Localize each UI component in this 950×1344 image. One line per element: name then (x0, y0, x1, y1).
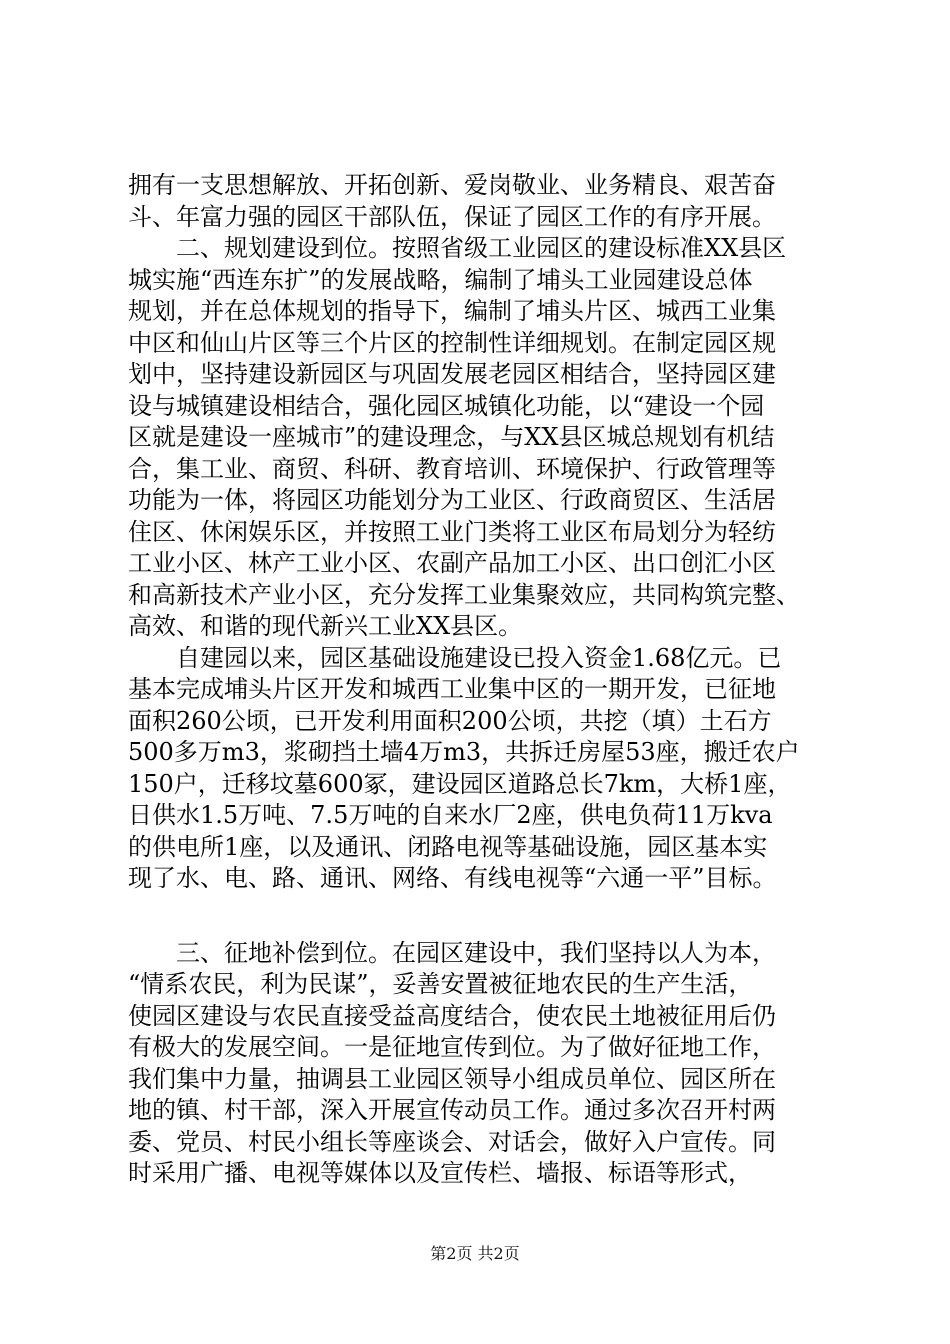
paragraph-planning (128, 233, 858, 643)
text-line: 地的镇、村干部，深入开展宣传动员工作。通过多次召开村两 (128, 1096, 776, 1124)
text-line: 中区和仙山片区等三个片区的控制性详细规划。在制定园区规 (128, 328, 776, 357)
text-line: 的供电所1座，以及通讯、闭路电视等基础设施，园区基本实 (128, 832, 768, 861)
text-line: 现了水、电、路、通讯、网络、有线电视等“六通一平”目标。 (128, 864, 777, 892)
paragraph-infrastructure (128, 643, 858, 895)
document-body (128, 170, 858, 1190)
text-line: 划中，坚持建设新园区与巩固发展老园区相结合，坚持园区建 (128, 360, 776, 388)
text-line: 规划，并在总体规划的指导下，编制了埔头片区、城西工业集 (128, 297, 776, 325)
text-line: 我们集中力量，抽调县工业园区领导小组成员单位、园区所在 (128, 1064, 776, 1093)
text-line: 使园区建设与农民直接受益高度结合，使农民土地被征用后仍 (128, 1001, 776, 1030)
text-line: 区就是建设一座城市”的建设理念，与XX县区城总规划有机结 (128, 423, 775, 451)
text-line: 150户，迁移坟墓600冢，建设园区道路总长7km，大桥1座， (128, 769, 792, 798)
page-number-label: 第2页 共2页 (430, 1244, 520, 1263)
page-footer (0, 1244, 950, 1264)
text-line: 二、规划建设到位。按照省级工业园区的建设标准XX县区 (128, 234, 787, 262)
text-line: “情系农民，利为民谋”，妥善安置被征地农民的生产生活， (128, 970, 753, 998)
text-line: 有极大的发展空间。一是征地宣传到位。为了做好征地工作， (128, 1033, 776, 1061)
paragraph-compensation (128, 938, 858, 1190)
text-line: 基本完成埔头片区开发和城西工业集中区的一期开发，已征地 (128, 675, 776, 703)
text-line: 功能为一体，将园区功能划分为工业区、行政商贸区、生活居 (128, 486, 776, 514)
text-line: 委、党员、村民小组长等座谈会、对话会，做好入户宣传。同 (128, 1127, 776, 1156)
text-line: 斗、年富力强的园区干部队伍，保证了园区工作的有序开展。 (128, 202, 776, 231)
text-line: 自建园以来，园区基础设施建设已投入资金1.68亿元。已 (128, 643, 782, 672)
text-line: 500多万m3，浆砌挡土墙4万m3，共拆迁房屋53座，搬迁农户 (128, 738, 800, 766)
text-line: 工业小区、林产工业小区、农副产品加工小区、出口创汇小区 (128, 549, 776, 577)
text-line: 高效、和谐的现代新兴工业XX县区。 (128, 612, 523, 640)
text-line: 时采用广播、电视等媒体以及宣传栏、墙报、标语等形式， (128, 1159, 752, 1187)
text-line: 三、征地补偿到位。在园区建设中，我们坚持以人为本， (128, 938, 776, 967)
text-line: 住区、休闲娱乐区，并按照工业门类将工业区布局划分为轻纺 (128, 517, 776, 546)
text-line: 合，集工业、商贸、科研、教育培训、环境保护、行政管理等 (128, 454, 776, 483)
paragraph-gap (128, 895, 858, 938)
text-line: 设与城镇建设相结合，强化园区城镇化功能，以“建设一个园 (128, 391, 765, 420)
text-line: 拥有一支思想解放、开拓创新、爱岗敬业、业务精良、艰苦奋 (128, 171, 776, 199)
text-line: 城实施“西连东扩”的发展战略，编制了埔头工业园建设总体 (128, 265, 753, 294)
paragraph-continuation (128, 170, 858, 233)
text-line: 和高新技术产业小区，充分发挥工业集聚效应，共同构筑完整、 (128, 580, 800, 609)
text-line: 日供水1.5万吨、7.5万吨的自来水厂2座，供电负荷11万kva (128, 801, 773, 829)
text-line: 面积260公顷，已开发利用面积200公顷，共挖（填）土石方 (128, 706, 772, 735)
